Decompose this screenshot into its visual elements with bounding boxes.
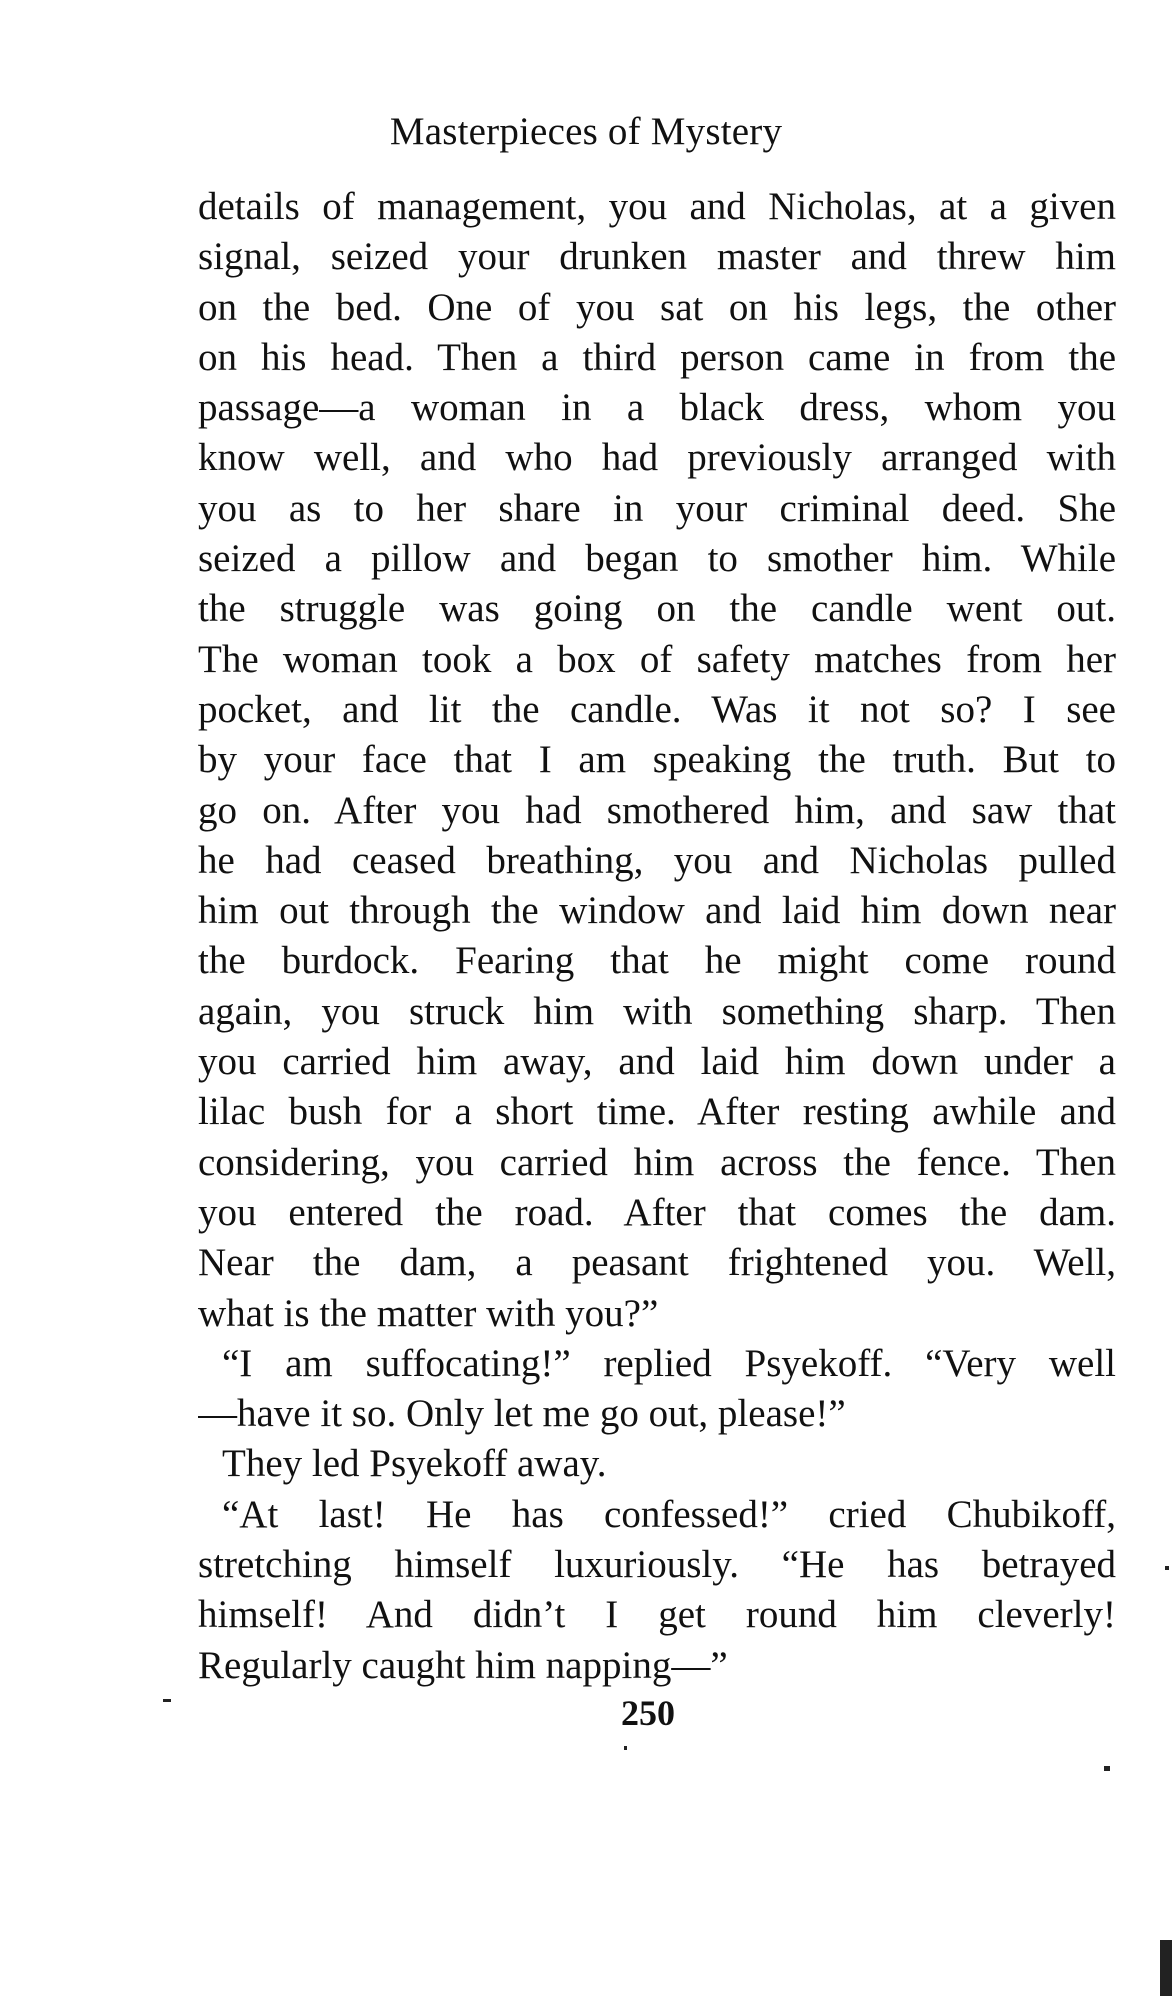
text-line: you carried him away, and laid him down under a xyxy=(198,1040,1116,1084)
text-line: passage—a woman in a black dress, whom you xyxy=(198,386,1116,430)
text-line: you entered the road. After that comes the dam. xyxy=(198,1190,1116,1234)
text-line: The woman took a box of safety matches from her xyxy=(198,637,1116,681)
print-speck xyxy=(1104,1766,1110,1771)
page-number: 250 xyxy=(621,1693,675,1733)
text-line: what is the matter with you?” xyxy=(198,1291,659,1335)
text-line: he had ceased breathing, you and Nicholas pulled xyxy=(198,838,1116,882)
text-line: They led Psyekoff away. xyxy=(222,1442,607,1486)
text-line: “At last! He has confessed!” cried Chubikoff, xyxy=(222,1492,1116,1536)
body-text xyxy=(198,182,1116,1691)
text-line: go on. After you had smothered him, and saw that xyxy=(198,788,1116,832)
running-title: Masterpieces of Mystery xyxy=(389,110,783,153)
text-line: again, you struck him with something sharp. Then xyxy=(198,989,1116,1033)
text-line: signal, seized your drunken master and threw him xyxy=(198,235,1116,279)
print-speck xyxy=(163,1699,171,1702)
text-line: the burdock. Fearing that he might come round xyxy=(198,939,1116,983)
text-line: considering, you carried him across the fence. Then xyxy=(198,1140,1116,1184)
text-line: on his head. Then a third person came in from the xyxy=(198,335,1116,379)
text-line: “I am suffocating!” replied Psyekoff. “Very well xyxy=(222,1341,1116,1385)
text-line: lilac bush for a short time. After resting awhile and xyxy=(198,1090,1116,1134)
text-line: him out through the window and laid him down near xyxy=(198,889,1116,933)
text-line: pocket, and lit the candle. Was it not so? I see xyxy=(198,687,1116,731)
text-line: himself! And didn’t I get round him cleverly! xyxy=(198,1593,1116,1637)
text-line: seized a pillow and began to smother him. While xyxy=(198,537,1116,581)
text-line: you as to her share in your criminal deed. She xyxy=(198,486,1116,530)
text-line: know well, and who had previously arranged with xyxy=(198,436,1116,480)
text-line: on the bed. One of you sat on his legs, the other xyxy=(198,285,1116,329)
print-speck xyxy=(1165,1566,1169,1570)
text-line: Regularly caught him napping—” xyxy=(198,1643,728,1687)
print-speck xyxy=(624,1746,627,1750)
text-line: the struggle was going on the candle went out. xyxy=(198,587,1116,631)
text-line: by your face that I am speaking the truth. But to xyxy=(198,738,1116,782)
text-line: —have it so. Only let me go out, please!” xyxy=(198,1392,846,1436)
page-edge-mark xyxy=(1160,1940,1172,1996)
text-line: Near the dam, a peasant frightened you. Well, xyxy=(198,1241,1116,1285)
text-line: details of management, you and Nicholas, at a given xyxy=(198,185,1116,228)
text-line: stretching himself luxuriously. “He has betrayed xyxy=(198,1543,1116,1587)
